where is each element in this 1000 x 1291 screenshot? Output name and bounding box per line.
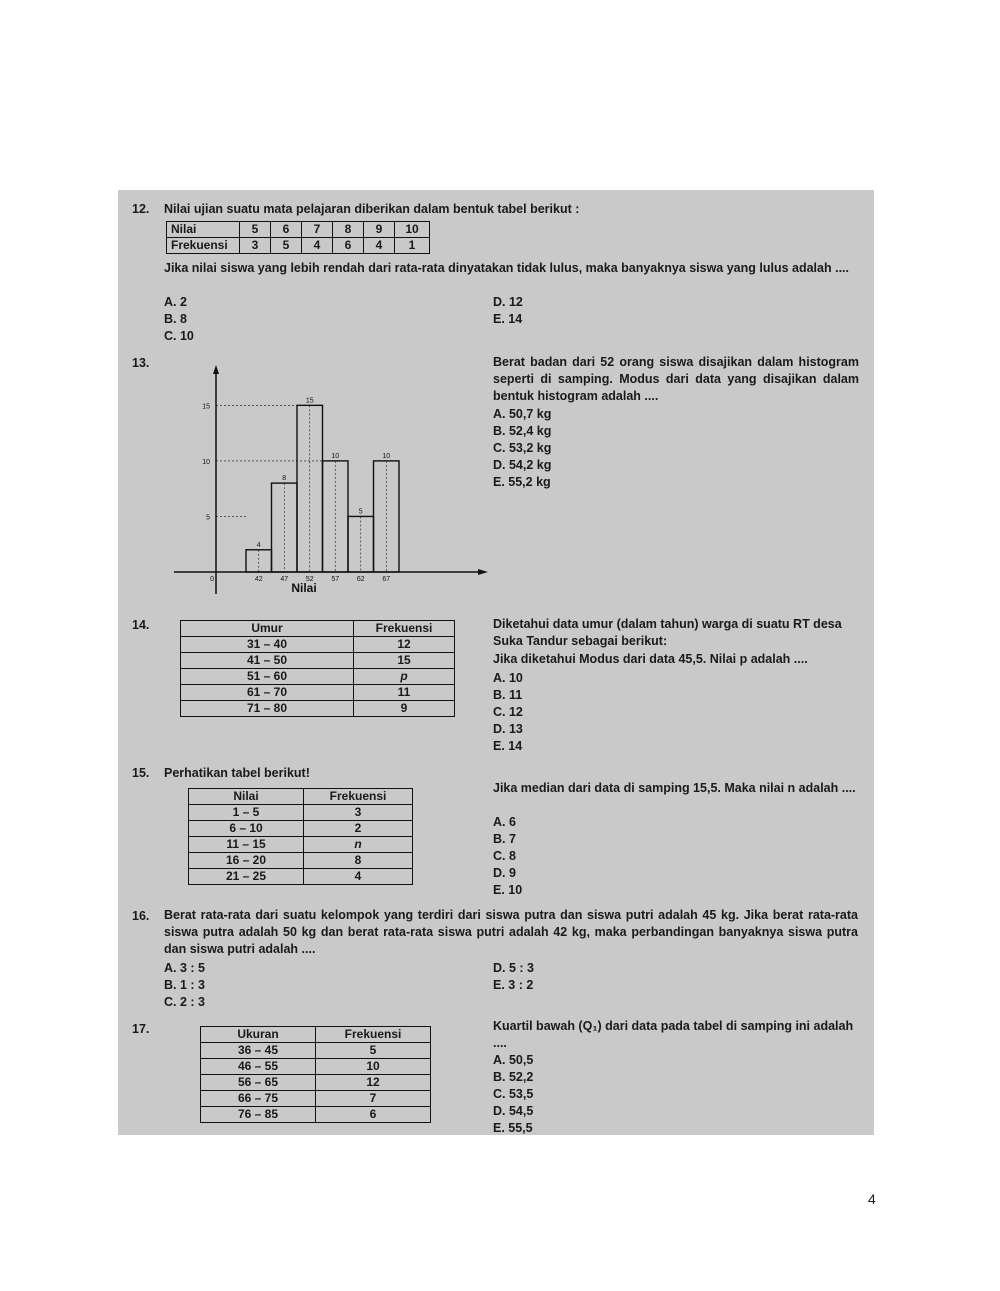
x-tick-label: 62 <box>356 576 365 583</box>
q15-option-a: A. 6 <box>493 815 516 829</box>
table-row <box>181 653 455 669</box>
table-cell: 10 <box>395 222 430 238</box>
q12-question: Jika nilai siswa yang lebih rendah dari rata-rata dinyatakan tidak lulus, maka banyaknya siswa yang lulus adalah .... <box>164 261 849 275</box>
table-cell: 46 – 55 <box>201 1059 316 1075</box>
x-tick-label: 57 <box>331 576 340 583</box>
y-tick-label: 10 <box>202 458 210 466</box>
q15-question: Jika median dari data di samping 15,5. Maka nilai n adalah .... <box>493 781 856 795</box>
table-header: Ukuran <box>201 1027 316 1043</box>
q14-option-e: E. 14 <box>493 739 523 753</box>
table-cell: 56 – 65 <box>201 1075 316 1091</box>
table-row <box>189 821 413 837</box>
q12-table <box>166 221 430 254</box>
x-tick-label: 67 <box>382 576 391 583</box>
table-row <box>189 853 413 869</box>
q12-option-b: B. 8 <box>164 312 187 326</box>
table-cell: p <box>354 669 455 685</box>
q14-option-d: D. 13 <box>493 722 523 736</box>
table-cell: 36 – 45 <box>201 1043 316 1059</box>
table-cell: 6 <box>333 238 364 254</box>
table-header: Nilai <box>189 789 304 805</box>
table-cell: 3 <box>240 238 271 254</box>
table-row <box>201 1107 431 1123</box>
q17-question: Kuartil bawah (Q₁) dari data pada tabel di samping ini adalah .... <box>493 1019 854 1050</box>
q17-option-b: B. 52,2 <box>493 1070 534 1084</box>
histogram-chart <box>168 362 498 602</box>
table-cell: 7 <box>316 1091 431 1107</box>
x-axis-label: Nilai <box>291 581 317 595</box>
table-cell: 6 – 10 <box>189 821 304 837</box>
bar-value-label: 15 <box>305 397 314 405</box>
page-number: 4 <box>868 1191 876 1207</box>
table-row <box>181 637 455 653</box>
table-cell: 3 <box>304 805 413 821</box>
table-row <box>167 222 430 238</box>
q13-question: Berat badan dari 52 orang siswa disajikan dalam histogram seperti di samping. Modus dari data yang disajikan dalam bentuk histogram adalah .... <box>493 355 859 403</box>
q12-option-a: A. 2 <box>164 295 187 309</box>
q14-option-c: C. 12 <box>493 705 523 719</box>
table-cell: 9 <box>364 222 395 238</box>
table-header: Frekuensi <box>316 1027 431 1043</box>
table-cell: 66 – 75 <box>201 1091 316 1107</box>
table-cell: 10 <box>316 1059 431 1075</box>
table-cell: Nilai <box>167 222 240 238</box>
y-axis-arrow-icon <box>213 365 219 374</box>
table-cell: 5 <box>271 238 302 254</box>
q17-option-e: E. 55,5 <box>493 1121 533 1135</box>
y-tick-label: 5 <box>206 514 210 522</box>
table-cell: 61 – 70 <box>181 685 354 701</box>
q14-question: Diketahui data umur (dalam tahun) warga di suatu RT desa Suka Tandur sebagai berikut: <box>493 617 842 648</box>
histogram-bar <box>246 550 272 572</box>
q15-table <box>188 788 413 885</box>
table-cell: 41 – 50 <box>181 653 354 669</box>
table-row <box>167 238 430 254</box>
table-cell: 6 <box>316 1107 431 1123</box>
q14-question2: Jika diketahui Modus dari data 45,5. Nilai p adalah .... <box>493 652 808 666</box>
bar-value-label: 4 <box>256 541 261 549</box>
table-cell: 4 <box>304 869 413 885</box>
table-row <box>201 1075 431 1091</box>
table-cell: 5 <box>240 222 271 238</box>
q16-option-a: A. 3 : 5 <box>164 961 205 975</box>
table-cell: 71 – 80 <box>181 701 354 717</box>
q12-option-d: D. 12 <box>493 295 523 309</box>
q15-stem: Perhatikan tabel berikut! <box>164 766 310 780</box>
table-header: Frekuensi <box>304 789 413 805</box>
q13-option-d: D. 54,2 kg <box>493 458 552 472</box>
table-cell: 7 <box>302 222 333 238</box>
table-cell: 9 <box>354 701 455 717</box>
table-row <box>189 869 413 885</box>
q16-option-c: C. 2 : 3 <box>164 995 205 1009</box>
q13-option-b: B. 52,4 kg <box>493 424 552 438</box>
y-tick-label: 0 <box>210 576 214 583</box>
x-tick-label: 47 <box>280 576 289 583</box>
table-cell: 4 <box>302 238 333 254</box>
table-cell: 1 <box>395 238 430 254</box>
x-axis-arrow-icon <box>478 569 488 575</box>
table-row <box>189 805 413 821</box>
table-cell: Frekuensi <box>167 238 240 254</box>
table-row <box>189 789 413 805</box>
table-cell: 16 – 20 <box>189 853 304 869</box>
bar-value-label: 5 <box>358 508 363 516</box>
scanned-page <box>118 190 874 1135</box>
q13-option-e: E. 55,2 kg <box>493 475 551 489</box>
table-cell: 11 <box>354 685 455 701</box>
q15-option-b: B. 7 <box>493 832 516 846</box>
table-cell: 6 <box>271 222 302 238</box>
bar-value-label: 10 <box>331 452 340 460</box>
table-row <box>189 837 413 853</box>
table-cell: 31 – 40 <box>181 637 354 653</box>
q16-option-e: E. 3 : 2 <box>493 978 534 992</box>
q17-number: 17. <box>132 1022 150 1036</box>
table-cell: 15 <box>354 653 455 669</box>
table-cell: 11 – 15 <box>189 837 304 853</box>
q12-stem: Nilai ujian suatu mata pelajaran diberikan dalam bentuk tabel berikut : <box>164 202 580 216</box>
table-header: Umur <box>181 621 354 637</box>
bar-value-label: 10 <box>382 452 391 460</box>
q17-option-d: D. 54,5 <box>493 1104 534 1118</box>
table-cell: 5 <box>316 1043 431 1059</box>
q16-number: 16. <box>132 909 150 923</box>
q14-option-b: B. 11 <box>493 688 523 702</box>
table-header: Frekuensi <box>354 621 455 637</box>
q12-option-e: E. 14 <box>493 312 523 326</box>
x-tick-label: 42 <box>254 576 263 583</box>
table-cell: 8 <box>304 853 413 869</box>
q17-option-c: C. 53,5 <box>493 1087 534 1101</box>
q15-number: 15. <box>132 766 150 780</box>
bar-value-label: 8 <box>282 475 287 483</box>
table-row <box>181 685 455 701</box>
q15-option-c: C. 8 <box>493 849 516 863</box>
table-row <box>181 669 455 685</box>
q15-option-e: E. 10 <box>493 883 523 897</box>
table-row <box>181 621 455 637</box>
q14-option-a: A. 10 <box>493 671 523 685</box>
table-row <box>201 1091 431 1107</box>
table-cell: 12 <box>354 637 455 653</box>
table-cell: 21 – 25 <box>189 869 304 885</box>
q17-table <box>200 1026 431 1123</box>
table-cell: 2 <box>304 821 413 837</box>
table-cell: 1 – 5 <box>189 805 304 821</box>
table-cell: 12 <box>316 1075 431 1091</box>
table-row <box>181 701 455 717</box>
y-tick-label: 15 <box>202 403 210 411</box>
q13-option-a: A. 50,7 kg <box>493 407 552 421</box>
q16-option-d: D. 5 : 3 <box>493 961 534 975</box>
table-cell: 8 <box>333 222 364 238</box>
table-cell: 76 – 85 <box>201 1107 316 1123</box>
x-tick-label: 52 <box>305 576 314 583</box>
q17-option-a: A. 50,5 <box>493 1053 534 1067</box>
q14-table <box>180 620 455 717</box>
q15-option-d: D. 9 <box>493 866 516 880</box>
q14-number: 14. <box>132 618 150 632</box>
table-row <box>201 1043 431 1059</box>
table-cell: n <box>304 837 413 853</box>
table-row <box>201 1027 431 1043</box>
table-row <box>201 1059 431 1075</box>
q12-number: 12. <box>132 202 150 216</box>
q16-question: Berat rata-rata dari suatu kelompok yang terdiri dari siswa putra dan siswa putri adalah 45 kg. Jika berat rata-rata siswa putra adalah 50 kg dan berat rata-rata siswa putri adalah 42 kg, maka perbandingan banyaknya siswa putra dan siswa putri adalah .... <box>164 908 858 956</box>
q12-option-c: C. 10 <box>164 329 194 343</box>
table-cell: 51 – 60 <box>181 669 354 685</box>
q13-number: 13. <box>132 356 150 370</box>
q16-option-b: B. 1 : 3 <box>164 978 205 992</box>
table-cell: 4 <box>364 238 395 254</box>
q13-option-c: C. 53,2 kg <box>493 441 552 455</box>
